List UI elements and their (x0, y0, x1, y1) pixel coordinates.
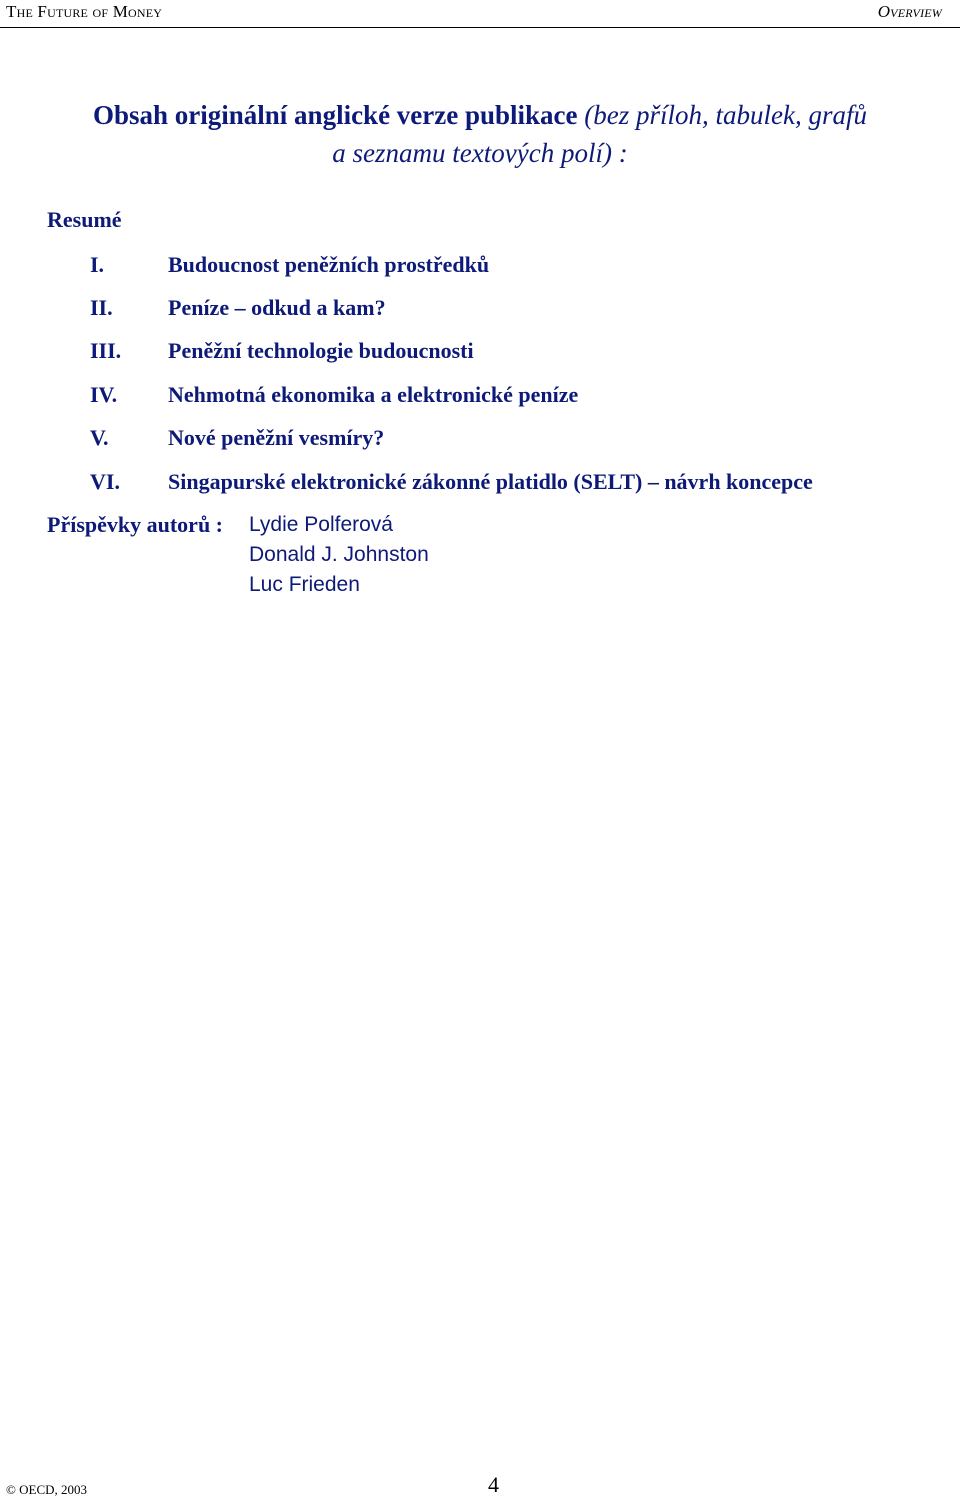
contributors-label-text: Příspěvky autorů : (47, 512, 223, 537)
title-italic-part-1: (bez příloh, tabulek, grafů (584, 100, 868, 130)
toc-item-title: Peníze – odkud a kam? (168, 295, 386, 320)
toc-item-number: II. (90, 295, 113, 320)
header-publication-title: The Future of Money (6, 2, 163, 21)
contributor-name: Donald J. Johnston (249, 543, 429, 566)
toc-item-title: Peněžní technologie budoucnosti (168, 338, 474, 363)
toc-item-title: Nové peněžní vesmíry? (168, 425, 385, 450)
header-section-title: Overview (877, 2, 942, 21)
title-italic-part-2: a seznamu textových polí) : (332, 138, 628, 168)
toc-item-number: VI. (90, 469, 120, 494)
page-title (0, 96, 960, 172)
toc-item-title: Singapurské elektronické zákonné platidlo (SELT) – návrh koncepce (168, 469, 813, 494)
footer-copyright: © OECD, 2003 (6, 1482, 88, 1497)
contributors-label (47, 512, 223, 538)
toc-item-number: I. (90, 252, 105, 277)
page-number: 4 (488, 1472, 499, 1497)
toc-item-number: III. (90, 338, 122, 363)
running-header (0, 0, 960, 28)
toc-item-number: IV. (90, 382, 118, 407)
toc-item-title: Budoucnost peněžních prostředků (168, 252, 490, 277)
resume-heading: Resumé (47, 207, 122, 232)
contributor-name: Luc Frieden (249, 573, 360, 596)
contributor-name: Lydie Polferová (249, 513, 393, 536)
toc-item-number: V. (90, 425, 109, 450)
title-bold-part: Obsah originální anglické verze publikace (92, 100, 578, 130)
toc-item-title: Nehmotná ekonomika a elektronické peníze (168, 382, 579, 407)
